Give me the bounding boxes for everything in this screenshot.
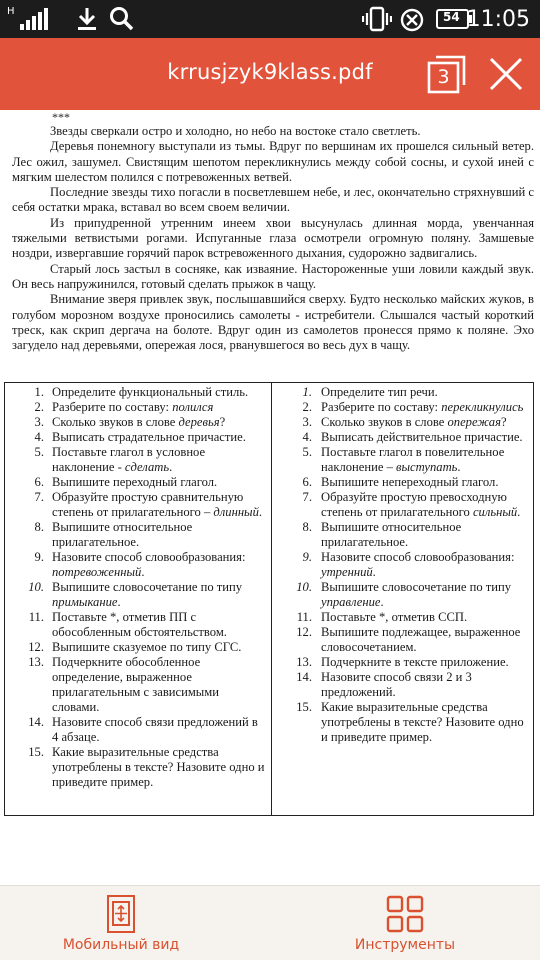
task-item: [5, 430, 271, 445]
task-text: Сколько звуков в слове: [52, 415, 179, 429]
bottom-toolbar: [0, 885, 540, 960]
task-word: потревоженный: [52, 565, 142, 579]
task-number: 6.: [34, 475, 44, 489]
task-punct: .: [117, 595, 121, 609]
task-word: сильный: [472, 505, 518, 519]
task-text: Поставьте глагол в условное наклонение -: [52, 445, 206, 474]
task-item: [5, 490, 271, 520]
task-text: Назовите способ связи предложений в 4 абзаце.: [52, 715, 258, 744]
download-icon: [74, 0, 100, 38]
paragraph: Внимание зверя привлек звук, послышавшийся сверху. Будто несколько майских жуков, в голубом морозном воздухе проносились самолеты - истребители. Слышался частый короткий треск, как скрип дергача на болоте. Вдруг один из самолетов пронесся прямо к поляне. Эхо загудело над деревьями, опережая лося, рванувшегося во весь дух в чащу.: [12, 292, 534, 353]
task-text: Образуйте простую превосходную степень от прилагательного: [321, 490, 507, 519]
task-item: [272, 400, 535, 415]
mobile-view-icon: [101, 894, 141, 934]
task-text: Назовите способ словообразования:: [52, 550, 246, 564]
network-type-label: H: [7, 6, 15, 17]
task-number: 6.: [302, 475, 312, 489]
section-stars: ***: [52, 110, 70, 124]
mobile-view-label: Мобильный вид: [62, 937, 180, 953]
task-punct: ?: [500, 415, 507, 429]
task-item: [5, 610, 271, 640]
task-number: 14.: [28, 715, 44, 729]
task-text: Сколько звуков в слове: [321, 415, 448, 429]
pages-count: 3: [437, 66, 450, 88]
task-text: Назовите способ связи 2 и 3 предложений.: [321, 670, 472, 699]
tools-label: Инструменты: [354, 937, 456, 953]
task-item: [272, 580, 535, 610]
pdf-page[interactable]: [0, 110, 540, 885]
tasks-table: [4, 382, 534, 816]
task-item: [272, 625, 535, 655]
task-text: Выписать действительное причастие.: [321, 430, 523, 444]
task-number: 9.: [34, 550, 44, 564]
task-number: 13.: [296, 655, 312, 669]
task-text: Образуйте простую сравнительную степень от прилагательного –: [52, 490, 244, 519]
task-punct: .: [517, 505, 521, 519]
tasks-variant-1: [5, 385, 271, 790]
task-number: 1.: [34, 385, 44, 399]
task-text: Подчеркните в тексте приложение.: [321, 655, 509, 669]
paragraph: Последние звезды тихо погасли в посветлевшем небе, и лес, окончательно стряхнувший с себя остатки мрака, вставал во всем своем величии.: [12, 185, 534, 215]
task-number: 11.: [296, 610, 312, 624]
task-number: 5.: [34, 445, 44, 459]
alarm-off-icon: [397, 0, 427, 38]
mobile-view-button[interactable]: [46, 886, 196, 960]
task-item: [5, 745, 271, 790]
story-text: [12, 124, 534, 353]
task-word: перекликнулись: [441, 400, 524, 414]
task-number: 12.: [296, 625, 312, 639]
task-item: [5, 640, 271, 655]
vibrate-icon: [362, 0, 392, 38]
task-item: [272, 490, 535, 520]
task-item: [272, 655, 535, 670]
task-number: 1.: [302, 385, 312, 399]
paragraph: Старый лось застыл в сосняке, как изваяние. Настороженные уши ловили каждый звук. Он весь напружинился, готовый сделать прыжок в чащу.: [12, 261, 534, 291]
task-number: 8.: [302, 520, 312, 534]
task-text: Выпишите словосочетание по типу: [52, 580, 243, 594]
paragraph: Деревья понемногу выступали из тьмы. Вдруг по вершинам их прошелся сильный ветер. Лес ожил, зашумел. Свистящим шепотом перекликнулись между собой сосны, и сухой иней с мягким шелестом полился с потревоженных ветвей.: [12, 139, 534, 184]
task-number: 3.: [302, 415, 312, 429]
task-number: 13.: [28, 655, 44, 669]
task-item: [5, 415, 271, 430]
task-word: утренний: [321, 565, 373, 579]
task-text: Поставьте *, отметив ПП с обособленным обстоятельством.: [52, 610, 227, 639]
task-number: 7.: [34, 490, 44, 504]
paragraph: Из припудренной утренним инеем хвои высунулась длинная морда, увенчанная тяжелыми ветвистыми рогами. Испуганные глаза осмотрели огромную поляну. Замшевые ноздри, извергавшие горячий парок встревоженного дыхания, судорожно задвигались.: [12, 215, 534, 261]
task-number: 2.: [302, 400, 312, 414]
task-item: [5, 715, 271, 745]
task-word: деревья: [178, 415, 220, 429]
task-number: 5.: [302, 445, 312, 459]
task-word: выступать: [396, 460, 458, 474]
task-text: Выпишите переходный глагол.: [52, 475, 218, 489]
task-punct: .: [372, 565, 376, 579]
task-item: [272, 520, 535, 550]
status-time: 11:05: [466, 6, 530, 32]
task-number: 10.: [296, 580, 312, 594]
task-text: Разберите по составу:: [52, 400, 173, 414]
task-number: 2.: [34, 400, 44, 414]
task-text: Выписать страдательное причастие.: [52, 430, 246, 444]
task-punct: .: [457, 460, 461, 474]
task-text: Выпишите непереходный глагол.: [321, 475, 499, 489]
task-item: [5, 550, 271, 580]
task-item: [272, 430, 535, 445]
task-punct: .: [258, 505, 263, 519]
task-number: 3.: [34, 415, 44, 429]
task-text: Определите функциональный стиль.: [52, 385, 249, 399]
tasks-variant-2: [272, 385, 535, 745]
task-item: [272, 550, 535, 580]
task-text: Разберите по составу:: [321, 400, 442, 414]
task-word: примыкание: [52, 595, 118, 609]
task-text: Подчеркните обособленное определение, выраженное прилагательным с зависимыми словами.: [52, 655, 219, 714]
task-number: 15.: [28, 745, 44, 759]
task-text: Определите тип речи.: [321, 385, 438, 399]
task-punct: .: [169, 460, 173, 474]
task-word: опережая: [447, 415, 501, 429]
task-number: 11.: [28, 610, 44, 624]
task-punct: .: [141, 565, 145, 579]
pages-button[interactable]: [426, 54, 468, 94]
task-item: [5, 655, 271, 715]
task-item: [272, 385, 535, 400]
task-text: Поставьте *, отметив ССП.: [321, 610, 468, 624]
task-number: 7.: [302, 490, 312, 504]
task-text: Поставьте глагол в повелительное наклонение –: [321, 445, 505, 474]
task-item: [272, 700, 535, 745]
task-item: [5, 385, 271, 400]
tools-button[interactable]: [330, 886, 480, 960]
task-word: полился: [172, 400, 214, 414]
task-word: длинный: [213, 505, 259, 519]
task-word: сделать: [124, 460, 170, 474]
task-number: 4.: [302, 430, 312, 444]
task-text: Какие выразительные средства употреблены в тексте? Назовите одно и приведите пример.: [321, 700, 524, 744]
task-word: управление: [321, 595, 381, 609]
status-bar: [0, 0, 540, 38]
task-punct: ?: [219, 415, 226, 429]
task-item: [5, 580, 271, 610]
task-item: [5, 475, 271, 490]
task-item: [5, 400, 271, 415]
search-icon: [108, 0, 136, 38]
task-text: Назовите способ словообразования:: [321, 550, 515, 564]
task-text: Выпишите словосочетание по типу: [321, 580, 512, 594]
tools-grid-icon: [385, 894, 425, 934]
task-item: [272, 475, 535, 490]
task-number: 4.: [34, 430, 44, 444]
task-number: 8.: [34, 520, 44, 534]
task-item: [272, 445, 535, 475]
close-button[interactable]: [486, 54, 526, 94]
task-item: [272, 670, 535, 700]
task-number: 9.: [302, 550, 312, 564]
task-item: [5, 445, 271, 475]
paragraph: Звезды сверкали остро и холодно, но небо на востоке стало светлеть.: [50, 124, 421, 138]
task-punct: .: [380, 595, 384, 609]
task-number: 15.: [296, 700, 312, 714]
task-text: Выпишите подлежащее, выраженное словосочетанием.: [321, 625, 521, 654]
close-icon: [486, 54, 526, 94]
document-title: krrusjzyk9klass.pdf: [167, 60, 373, 84]
task-number: 12.: [28, 640, 44, 654]
signal-icon: [6, 0, 56, 38]
battery-level: 54: [443, 10, 460, 24]
task-item: [272, 415, 535, 430]
task-number: 14.: [296, 670, 312, 684]
task-text: Выпишите относительное прилагательное.: [52, 520, 193, 549]
task-text: Выпишите относительное прилагательное.: [321, 520, 462, 549]
task-number: 10.: [28, 580, 44, 594]
task-text: Какие выразительные средства употреблены в тексте? Назовите одно и приведите пример.: [52, 745, 265, 789]
task-item: [5, 520, 271, 550]
task-item: [272, 610, 535, 625]
task-text: Выпишите сказуемое по типу СГС.: [52, 640, 242, 654]
app-bar: [0, 38, 540, 110]
